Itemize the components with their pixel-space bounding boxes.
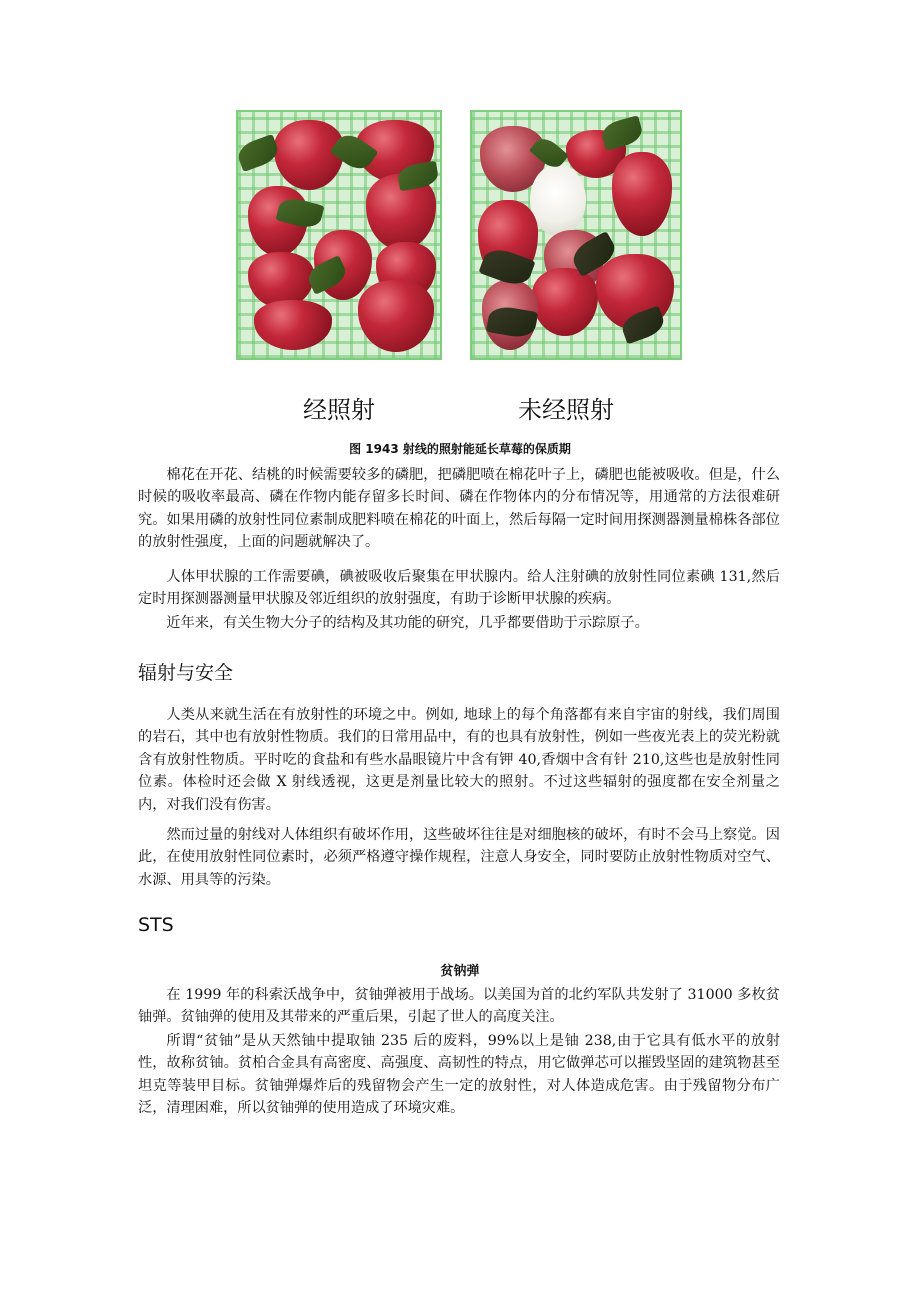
label-irradiated: 经照射: [303, 396, 375, 424]
section-heading-sts: STS: [138, 914, 174, 936]
figure-labels: [0, 390, 920, 430]
paragraph-radiation-harm: 然而过量的射线对人体组织有破坏作用，这些破坏往往是对细胞核的破坏，有时不会马上察觉。因此，在使用放射性同位素时，必须严格遵守操作规程，注意人身安全，同时要防止放射性物质对空气、水源、用具等的污染。: [138, 827, 780, 888]
paragraph-thyroid-iodine: 人体甲状腺的工作需要碘，碘被吸收后聚集在甲状腺内。给人注射碘的放射性同位素碘 131,然后定时用探测器测量甲状腺及邻近组织的放射强度，有助于诊断甲状腺的疾病。: [138, 569, 780, 608]
paragraph-kosovo-war: 在 1999 年的科索沃战争中，贫铀弹被用于战场。以美国为首的北约军队共发射了 31000 多枚贫铀弹。贫铀弹的使用及其带来的严重后果，引起了世人的高度关注。: [138, 987, 780, 1026]
paragraph-cotton-phosphorus: 棉花在开花、结桃的时候需要较多的磷肥，把磷肥喷在棉花叶子上，磷肥也能被吸收。但是，什么时候的吸收率最高、磷在作物内能存留多长时间、磷在作物体内的分布情况等，用通常的方法很难研究。如果用磷的放射性同位素制成肥料喷在棉花的叶面上，然后每隔一定时间用探测器测量棉株各部位的放射性强度，上面的问题就解决了。: [138, 467, 780, 551]
label-unirradiated: 未经照射: [518, 396, 614, 424]
section-heading-radiation-safety: 辐射与安全: [138, 662, 234, 684]
paragraph-natural-radiation: 人类从来就生活在有放射性的环境之中。例如, 地球上的每个角落都有来自宇宙的射线，我们周围的岩石，其中也有放射性物质。我们的日常用品中，有的也具有放射性，例如一些夜光表上的荧光粉就含有放射性物质。平时吃的食盐和有些水晶眼镜片中含有钾 40,香烟中含有针 210,这些也是放射性同位素。体检时还会做 X 射线透视，这更是剂量比较大的照射。不过这些辐射的强度都在安全剂量之内，对我们没有伤害。: [138, 707, 780, 813]
figure-caption: 图 1943 射线的照射能延长草莓的保质期: [349, 442, 571, 456]
unirradiated-strawberry-basket: [470, 110, 682, 360]
irradiated-strawberry-basket: [236, 110, 442, 360]
paragraph-depleted-uranium: 所谓“贫铀”是从天然铀中提取铀 235 后的废料，99%以上是铀 238,由于它具有低水平的放射性，故称贫铀。贫柏合金具有高密度、高强度、高韧性的特点，用它做弹芯可以摧毁坚固的建筑物甚至坦克等装甲目标。贫铀弹爆炸后的残留物会产生一定的放射性，对人体造成危害。由于残留物分布广泛，清理困难，所以贫铀弹的使用造成了环境灾难。: [138, 1033, 780, 1117]
sts-subtitle: 贫钠弹: [440, 964, 480, 979]
paragraph-tracer-atoms: 近年来，有关生物大分子的结构及其功能的研究，几乎都要借助于示踪原子。: [166, 615, 649, 631]
strawberry-photo: [236, 110, 682, 362]
